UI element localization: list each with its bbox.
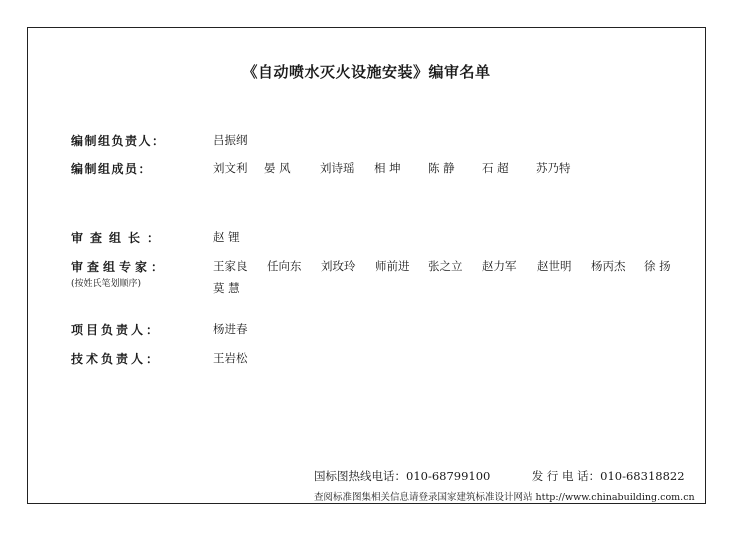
review-lead-label: 审查组长： <box>71 231 167 245</box>
member-name: 晏 风 <box>264 161 291 175</box>
expert-name: 杨丙杰 <box>591 259 626 273</box>
footer-phones <box>314 468 685 484</box>
expert-name: 赵力军 <box>482 259 517 273</box>
compile-members-label: 编制组成员： <box>71 162 153 176</box>
distribution-phone-text: 发 行 电 话：010-68318822 <box>531 469 685 483</box>
project-lead-label: 项目负责人： <box>71 323 162 337</box>
expert-name: 张之立 <box>428 259 463 273</box>
member-name: 苏乃特 <box>536 161 571 175</box>
page-title: 《自动喷水灭火设施安装》编审名单 <box>242 63 491 81</box>
project-lead-name: 杨进春 <box>213 322 248 336</box>
expert-name: 刘玫玲 <box>321 259 356 273</box>
member-name: 刘诗瑶 <box>320 161 355 175</box>
compile-lead-name: 吕振纲 <box>213 133 248 147</box>
expert-name: 王家良 <box>213 259 248 273</box>
hotline-text: 国标图热线电话：010-68799100 <box>314 469 491 483</box>
tech-lead-name: 王岩松 <box>213 351 248 365</box>
review-lead-name: 赵 锂 <box>213 230 240 244</box>
member-name: 石 超 <box>482 161 509 175</box>
member-name: 相 坤 <box>374 161 401 175</box>
expert-name: 徐 扬 <box>644 259 671 273</box>
page-frame <box>27 27 706 504</box>
expert-name: 莫 慧 <box>213 281 240 295</box>
expert-name: 师前进 <box>375 259 410 273</box>
member-name: 刘文利 <box>213 161 248 175</box>
review-experts-label: 审查组专家： <box>71 260 168 274</box>
tech-lead-label: 技术负责人： <box>71 352 162 366</box>
compile-lead-label: 编制组负责人： <box>71 134 166 148</box>
expert-name: 赵世明 <box>537 259 572 273</box>
expert-name: 任向东 <box>267 259 302 273</box>
member-name: 陈 静 <box>428 161 455 175</box>
footer-website-note[interactable]: 查阅标准图集相关信息请登录国家建筑标准设计网站 http://www.chinabuilding.com.cn <box>314 492 695 503</box>
review-experts-note: (按姓氏笔划顺序) <box>71 279 142 289</box>
